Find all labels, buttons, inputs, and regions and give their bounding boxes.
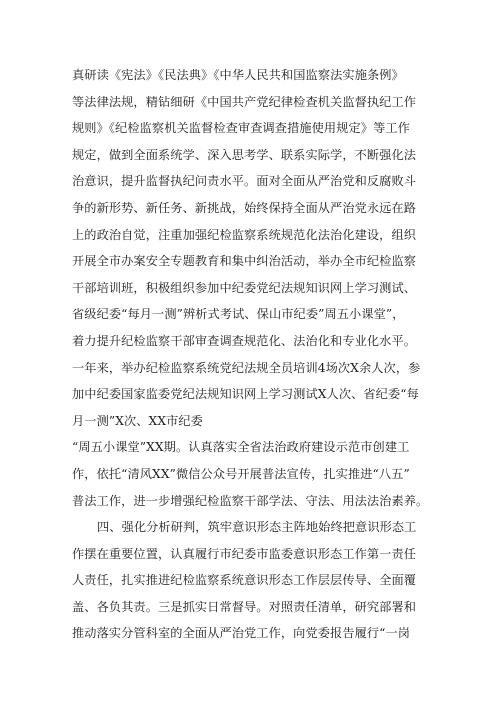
text-line: 人责任，扎实推进纪检监察系统意识形态工作层层传导、全面覆	[72, 573, 417, 588]
text-line: 规则》《纪检监察机关监督检查审查调查措施使用规定》等工作	[72, 121, 410, 136]
text-line: 作摆在重要位置，认真履行市纪委市监委意识形态工作第一责任	[72, 546, 417, 561]
text-line: 争的新形势、新任务、新挑战，始终保持全面从严治党永远在路	[72, 200, 417, 215]
text-line: 推动落实分管科室的全面从严治党工作，向党委报告履行“一岗	[72, 626, 411, 641]
text-line: 月一测”X次、XX市纪委	[72, 413, 203, 428]
section-heading-line: 四、强化分析研判，筑牢意识形态主阵地始终把意识形态工	[97, 520, 417, 535]
text-line: 规定，做到全面系统学、深入思考学、联系实际学，不断强化法	[72, 147, 417, 162]
text-line: 上的政治自觉，注重加强纪检监察系统规范化法治化建设，组织	[72, 227, 417, 242]
text-line: 真研读《宪法》《民法典》《中华人民共和国监察法实施条例》	[72, 68, 404, 82]
text-line: 一年来，举办纪检监察系统党纪法规全员培训4场次X余人次，参	[72, 360, 421, 375]
text-line: 干部培训班，积极组织参加中纪委党纪法规知识网上学习测试、	[72, 280, 417, 295]
text-line: 开展全市办案安全专题教育和集中纠治活动，举办全市纪检监察	[72, 254, 417, 269]
text-line: 加中纪委国家监委党纪法规知识网上学习测试X人次、省纪委“每	[72, 387, 419, 402]
text-line: 着力提升纪检监察干部审查调查规范化、法治化和专业化水平。	[72, 333, 417, 348]
text-line: 普法工作，进一步增强纪检监察干部学法、守法、用法法治素养。	[72, 493, 429, 508]
text-line: 治意识，提升监督执纪问责水平。面对全面从严治党和反腐败斗	[72, 174, 417, 189]
text-line: 省级纪委“每月一测”辨析式考试、保山市纪委”周五小课堂”，	[72, 307, 405, 322]
text-line: 盖、各负其责。三是抓实日常督导。对照责任清单，研究部署和	[72, 599, 417, 614]
text-line: 作，依托“清风XX”微信公众号开展普法宣传，扎实推进“八五”	[72, 466, 410, 481]
text-line: “周五小课堂”XX期。认真落实全省法治政府建设示范市创建工	[72, 440, 410, 455]
text-line: 等法律法规，精钻细研《中国共产党纪律检查机关监督执纪工作	[72, 94, 417, 109]
document-body	[72, 62, 432, 647]
